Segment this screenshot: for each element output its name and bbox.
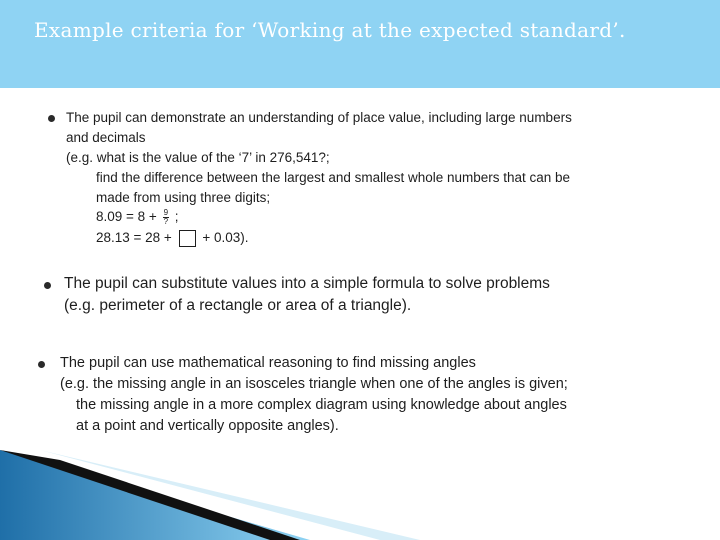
title-bar bbox=[0, 0, 720, 88]
eq2-left: 28.13 = 28 + bbox=[96, 230, 172, 245]
eq1-numerator: 9 bbox=[163, 207, 169, 217]
c1-line1: The pupil can demonstrate an understanding of place value, including large numbers bbox=[66, 110, 572, 125]
eq1-fraction bbox=[163, 209, 169, 226]
missing-value-box bbox=[179, 230, 196, 247]
c3-line4: at a point and vertically opposite angles). bbox=[76, 418, 339, 434]
bullet-3 bbox=[38, 361, 45, 368]
bullet-1 bbox=[48, 115, 55, 122]
c2-line2: (e.g. perimeter of a rectangle or area of a triangle). bbox=[64, 297, 412, 314]
c1-line5: made from using three digits; bbox=[96, 190, 271, 205]
eq1-denominator: ? bbox=[163, 216, 169, 226]
c1-line3: (e.g. what is the value of the ‘7’ in 276,541?; bbox=[66, 150, 330, 165]
c1-line2: and decimals bbox=[66, 130, 146, 145]
c2-line1: The pupil can substitute values into a simple formula to solve problems bbox=[64, 275, 550, 292]
slide-title: Example criteria for ‘Working at the expected standard’. bbox=[34, 18, 626, 42]
c1-line4: find the difference between the largest and smallest whole numbers that can be bbox=[96, 170, 571, 185]
eq1-left: 8.09 = 8 + bbox=[96, 209, 157, 224]
c1-equation-2 bbox=[96, 228, 249, 248]
eq1-tail: ; bbox=[174, 209, 179, 224]
bullet-2 bbox=[44, 282, 51, 289]
c3-line2: (e.g. the missing angle in an isosceles triangle when one of the angles is given; bbox=[60, 376, 568, 392]
c1-equation-1 bbox=[96, 207, 179, 227]
c3-line3: the missing angle in a more complex diagram using knowledge about angles bbox=[76, 397, 567, 413]
c3-line1: The pupil can use mathematical reasoning to find missing angles bbox=[60, 355, 476, 371]
decorative-swoosh bbox=[0, 450, 420, 540]
eq2-right: + 0.03). bbox=[202, 230, 249, 245]
